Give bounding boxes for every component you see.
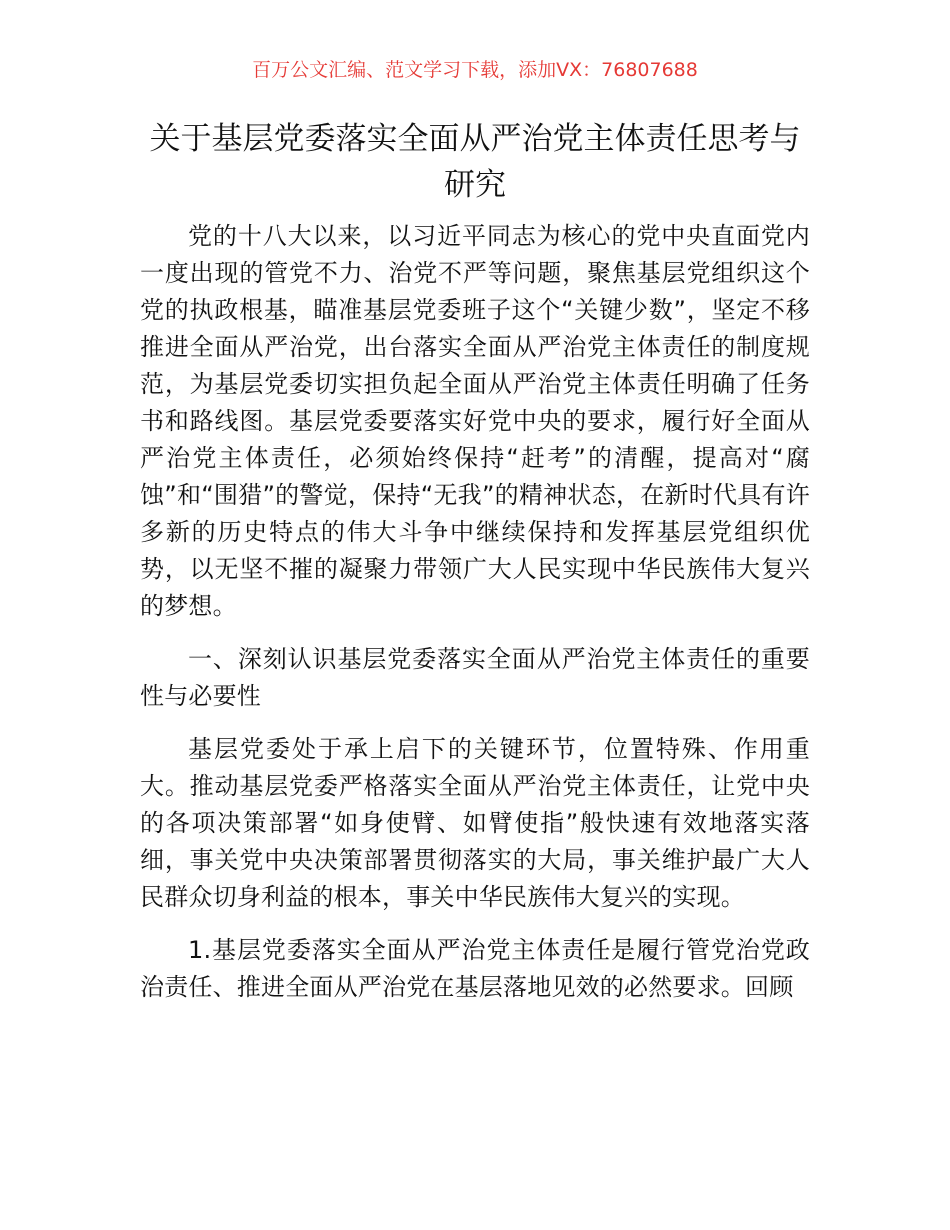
- section-heading: 一、深刻认识基层党委落实全面从严治党主体责任的重要性与必要性: [140, 645, 810, 710]
- numbered-paragraph: 1.基层党委落实全面从严治党主体责任是履行管党治党政治责任、推进全面从严治党在基层落地见效的必然要求。回顾: [140, 936, 810, 1001]
- body-paragraph: 基层党委处于承上启下的关键环节，位置特殊、作用重大。推动基层党委严格落实全面从严治党主体责任，让党中央的各项决策部署“如身使臂、如臂使指”般快速有效地落实落细，事关党中央决策部署贯彻落实的大局，事关维护最广大人民群众切身利益的根本，事关中华民族伟大复兴的实现。: [140, 735, 810, 911]
- intro-paragraph: 党的十八大以来，以习近平同志为核心的党中央直面党内一度出现的管党不力、治党不严等问题，聚焦基层党组织这个党的执政根基，瞄准基层党委班子这个“关键少数”，坚定不移推进全面从严治党，出台落实全面从严治党主体责任的制度规范，为基层党委切实担负起全面从严治党主体责任明确了任务书和路线图。基层党委要落实好党中央的要求，履行好全面从严治党主体责任，必须始终保持“赶考”的清醒，提高对“腐蚀”和“围猎”的警觉，保持“无我”的精神状态，在新时代具有许多新的历史特点的伟大斗争中继续保持和发挥基层党组织优势，以无坚不摧的凝聚力带领广大人民实现中华民族伟大复兴的梦想。: [140, 222, 810, 620]
- document-body: [140, 218, 810, 1006]
- document-title: 关于基层党委落实全面从严治党主体责任思考与研究: [149, 121, 801, 203]
- header-notice: 百万公文汇编、范文学习下载，添加VX：76807688: [252, 59, 698, 81]
